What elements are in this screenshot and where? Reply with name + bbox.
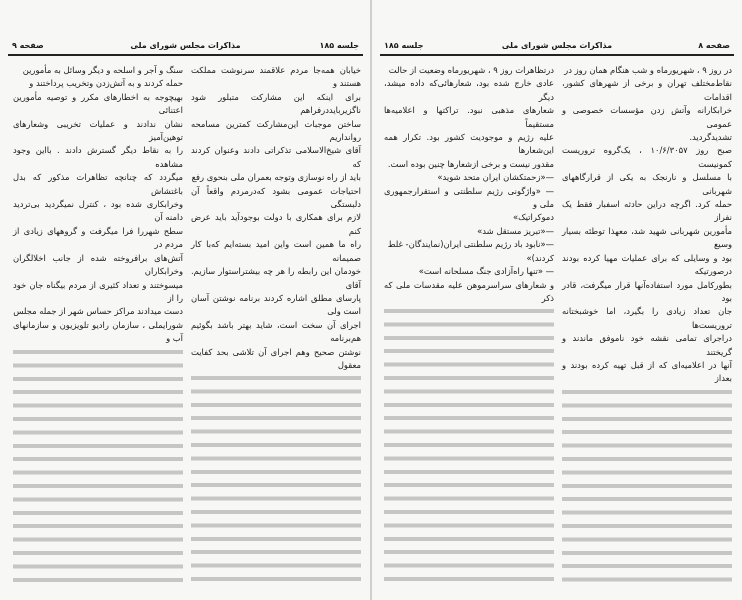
text-line: سطح شهررا فرا میگرفت و گروههای زیادی از مردم در bbox=[13, 225, 183, 250]
page-header bbox=[8, 40, 363, 56]
page-header bbox=[380, 40, 734, 56]
text-line: خرابکارانه وآتش زدن مؤسسات خصوصی و عمومی bbox=[562, 105, 732, 129]
text-line: حمله کردند و به آتش‌زدن وتخریب پرداختند و bbox=[29, 78, 183, 89]
text-line: —«تبریز مستقل شد» bbox=[477, 225, 554, 236]
text-line: شورایملی ، سازمان رادیو تلویزیون و سازمانهای آب و bbox=[13, 319, 183, 344]
text-line: لازم برای همکاری با دولت بوجودآید باید عرض کنم bbox=[191, 212, 361, 236]
text-line: پارسای مطلق اشاره کردند برنامه نوشتن آسان است ولی bbox=[191, 292, 361, 317]
text-line: دموکراتیک» bbox=[513, 212, 554, 223]
text-line: درتظاهرات روز ۹ ، شهریورماه وضعیت از حالت bbox=[388, 65, 554, 75]
text-line: سنگ و آجر و اسلحه و دیگر وسائل به مأمورین bbox=[22, 65, 183, 75]
session-number: جلسه ۱۸۵ bbox=[319, 41, 359, 50]
text-line: را به نقاط دیگر گسترش دادند . بااین وجود مشاهده bbox=[13, 145, 183, 169]
text-column-right bbox=[562, 64, 732, 584]
text-line: میسوختند و تعداد کثیری از مردم بیگناه جان خود را از bbox=[13, 279, 183, 303]
page-title: مذاکرات مجلس شورای ملی bbox=[130, 41, 241, 50]
text-line: —«نابود باد رژیم سلطنتی ایران(نمایندگان- غلط bbox=[387, 239, 554, 250]
text-line: دست میدادند مراکز حساس شهر از جمله مجلس bbox=[13, 306, 183, 317]
text-line: راه ما همین است واین امید بسته‌ایم که‌با کار صمیمانه bbox=[191, 239, 361, 263]
text-line: تشدیدگردید. bbox=[689, 132, 732, 143]
text-line: با مسلسل و نارنجک به یکی از قرارگاههای شهربانی bbox=[562, 172, 732, 196]
session-number: جلسه ۱۸۵ bbox=[384, 41, 424, 50]
continued-text-lines bbox=[384, 305, 554, 584]
continued-text-lines bbox=[562, 386, 732, 584]
text-line: کردند)» bbox=[526, 252, 554, 263]
text-line: نقاط‌مختلف تهران و برخی از شهرهای کشور، اقدامات bbox=[562, 78, 732, 102]
text-column-left bbox=[191, 64, 361, 584]
text-line: آنها در اعلامیه‌ای که از قبل تهیه کرده بودند و بعداز bbox=[562, 359, 732, 384]
text-line: نشان ندادند و عملیات تخریبی وشعارهای توهین‌آمیز bbox=[13, 118, 183, 143]
text-column-right bbox=[13, 64, 183, 584]
text-line: آتش‌های برافروخته شده از جانب اخلالگران وخرابکاران bbox=[13, 252, 183, 277]
text-column-left bbox=[384, 64, 554, 584]
text-line: آقای شیخ‌الاسلامی تذکراتی دادند وعنوان کردند که bbox=[191, 145, 361, 169]
text-line: حمله کرد. اگرچه دراین حادثه اسفبار فقط یک نفراز bbox=[562, 199, 732, 223]
text-line: اجرای آن سخت است، شاید بهتر باشد بگوئیم هم‌برنامه bbox=[191, 319, 361, 344]
text-line: باید از راه نوسازی وتوجه بعمران ملی بنحوی رفع bbox=[191, 172, 361, 183]
text-line: میگردد که چنانچه تظاهرات مذکور که بدل باغتشاش bbox=[13, 172, 183, 196]
page-number: صفحه ۹ bbox=[12, 41, 44, 50]
text-line: — «واژگونی رژیم سلطنتی و استقرارجمهوری ملی و bbox=[384, 185, 554, 210]
text-line: برای اینکه این مشارکت متبلور شود ناگزیربایددرفراهم bbox=[191, 91, 361, 116]
text-line: شعارهای مذهبی نبود. تراکتها و اعلامیه‌ها مستقیماً bbox=[384, 105, 554, 129]
text-line: در روز ۹ ، شهریورماه و شب هنگام همان روز در bbox=[564, 65, 732, 75]
text-line: دراجرای تمامی نقشه خود ناموفق ماندند و گریختند bbox=[562, 333, 732, 357]
text-line: بهیچوجه به اخطارهای مکرر و توصیه مأمورین اعتنائی bbox=[13, 91, 183, 116]
text-line: — «تنها راه‌آزادی جنگ مسلحانه است» bbox=[418, 266, 554, 277]
text-line: و شعارهای سراسرموهن علیه مقدسات ملی که ذکر bbox=[384, 279, 554, 303]
text-line: ساختن موجبات این‌مشارکت کمترین مسامحه روانداریم bbox=[191, 118, 361, 143]
text-line: مأمورین شهربانی شهید شد، معهذا توطئه بسیار وسیع bbox=[562, 225, 732, 250]
page-number: صفحه ۸ bbox=[698, 41, 730, 50]
text-line: صبح روز ۱۰/۶/۳۰۵۷ ، یک‌گروه تروریست کمونیست bbox=[562, 145, 732, 169]
text-line: خیابان همه‌جا مردم علاقمند سرنوشت مملکت هستند و bbox=[191, 65, 361, 89]
text-line: عادی خارج شده بود، شعارهائی‌که داده میشد، دیگر bbox=[384, 78, 554, 102]
text-line: نوشتن صحیح وهم اجرای آن تلاشی بحد کفایت معقول bbox=[191, 346, 361, 370]
text-line: وخرابکاری شده بود ، کنترل نمیگردید بی‌تردید دامنه آن bbox=[13, 199, 183, 223]
continued-text-lines bbox=[191, 372, 361, 584]
text-line: —«زحمتکشان ایران متحد شوید» bbox=[437, 172, 554, 183]
text-line: احتیاجات عمومی بشود که‌درمردم واقعاً آن دلبستگی bbox=[191, 185, 361, 210]
text-line: جان تعداد زیادی را بگیرد، اما خوشبختانه تروریست‌ها bbox=[562, 306, 732, 330]
text-line: علیه رژیم و موجودیت کشور بود. تکرار همه این‌شعارها bbox=[384, 132, 554, 156]
text-line: بود و وسایلی که برای عملیات مهیا کرده بودند درصورتیکه bbox=[562, 252, 732, 277]
continued-text-lines bbox=[13, 346, 183, 584]
text-line: بطورکامل مورد استفاده‌آنها قرار میگرفت، قادر بود bbox=[562, 279, 732, 303]
page-title: مذاکرات مجلس شورای ملی bbox=[501, 41, 613, 50]
text-line: خودمان این رابطه را هر چه بیشتراستوار سازیم. آقای bbox=[191, 266, 361, 290]
right-page bbox=[372, 0, 742, 600]
text-line: مقدور نیست و برخی ازشعارها چنین بوده است. bbox=[387, 158, 554, 169]
